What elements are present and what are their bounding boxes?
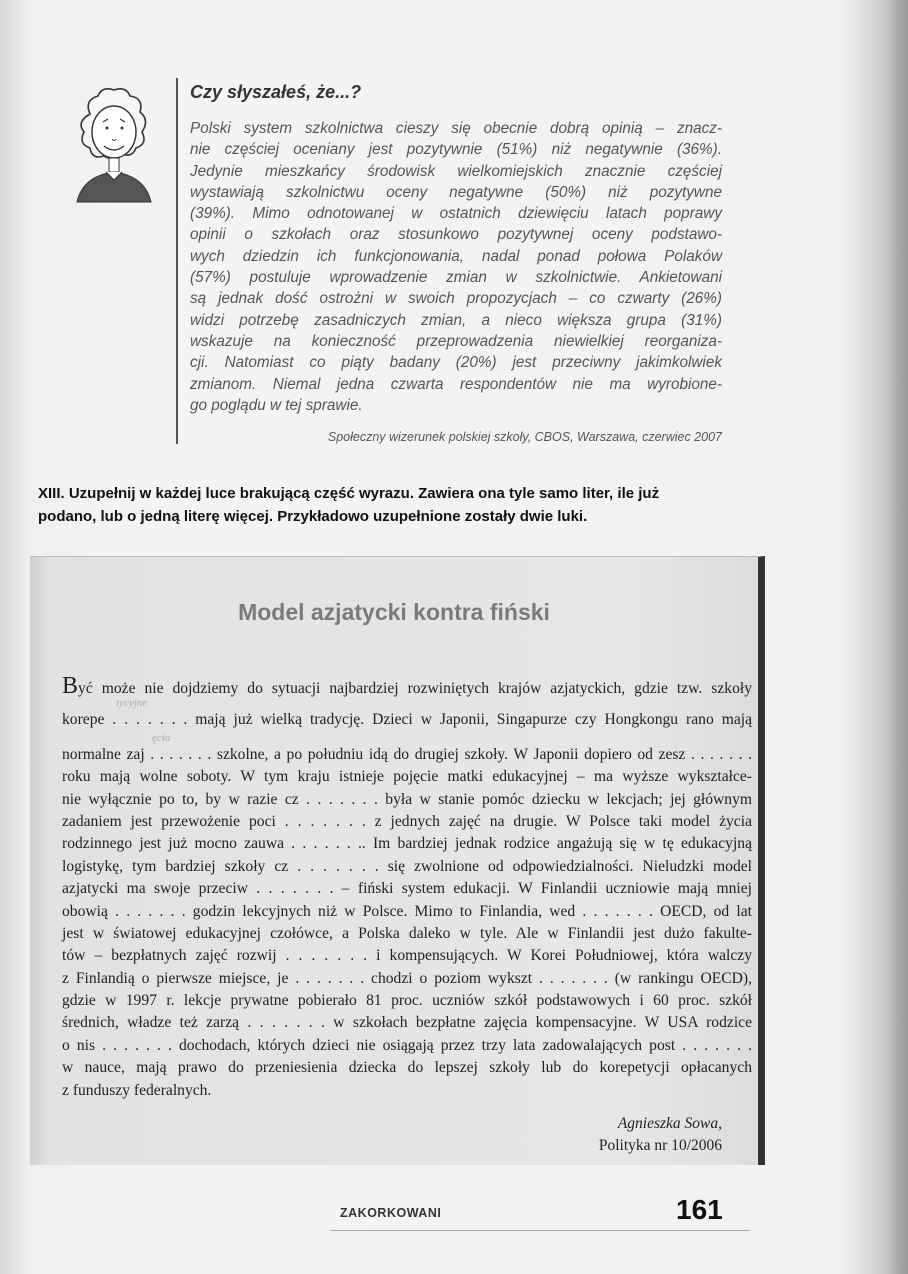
article-line-text: z funduszy federalnych. xyxy=(62,1081,212,1099)
article-title: Model azjatycki kontra fiński xyxy=(238,599,550,625)
article-dropcap: B xyxy=(62,673,79,699)
fact-box-line: są jednak dość ostrożni w swoich propozycjach – co czwarty (26%) xyxy=(190,290,722,308)
article-line xyxy=(62,833,752,855)
fact-box-line: (57%) postuluje wprowadzenie zmian w szkolnictwie. Ankietowani xyxy=(190,269,722,287)
fact-box-line: cji. Natomiast co piąty badany (20%) jest przeciwny jakimkolwiek xyxy=(190,354,722,372)
fact-box-line: nie częściej oceniany jest pozytywnie (51%) niż negatywnie (36%). xyxy=(190,141,722,159)
article-line xyxy=(62,856,752,878)
fact-box-source: Społeczny wizerunek polskiej szkoły, CBOS, Warszawa, czerwiec 2007 xyxy=(327,430,722,444)
fact-box-title: Czy słyszałeś, że...? xyxy=(190,82,362,102)
fact-box-line: wystawiają szkolnictwu oceny negatywne (50%) niż pozytywne xyxy=(190,183,722,201)
article-line-text: gdzie w 1997 r. lekcje prywatne pobierało 81 proc. uczniów szkół podstawowych i 60 proc. szkół xyxy=(62,992,752,1010)
article-line xyxy=(62,709,752,731)
article-attribution xyxy=(599,1113,722,1157)
fact-box-line: go poglądu w tej sprawie. xyxy=(190,396,363,414)
article-line-text: logistykę, tym bardziej szkoły cz . . . . . . . się zwolnione od odpowiedzialności. Nieludzki model xyxy=(62,857,752,875)
article-line-text: rodzinnego jest już mocno zauwa . . . . . . .. Im bardziej jednak rodzice angażują się w tę edukacyjną xyxy=(62,835,752,853)
article-line xyxy=(62,789,752,811)
article-line xyxy=(62,811,752,833)
article-line xyxy=(62,766,752,788)
article-line-text: w nauce, mają prawo do przeniesienia dziecka do lepszej szkoły lub do korepetycji opłacanych xyxy=(62,1059,752,1077)
article-line xyxy=(62,923,752,945)
fact-box-line: opinii o szkołach oraz stosunkowo pozytywnej oceny podstawo- xyxy=(190,226,722,244)
handwritten-answer: tycyjne xyxy=(116,697,148,710)
article-author: Agnieszka Sowa, xyxy=(617,1115,722,1132)
article-line-text: tów – bezpłatnych zajęć rozwij . . . . . . . i kompensujących. W Korei Południowej, która walczy xyxy=(62,947,752,965)
article-line-text: azjatycki ma swoje przeciw . . . . . . . – fiński system edukacji. W Finlandii uczniowie mają mniej xyxy=(62,880,752,898)
article-line-text: yć może nie dojdziemy do sytuacji najbardziej rozwiniętych krajów azjatyckich, gdzie tzw. szkoły xyxy=(78,680,752,697)
article-line-text: średnich, władze też zarzą . . . . . . . w szkołach bezpłatne zajęcia kompensacyjne. W USA rodzice xyxy=(62,1014,752,1032)
page-number: 161 xyxy=(676,1194,723,1225)
fact-box-line: zmianom. Niemal jedna czwarta respondentów nie ma wyrobione- xyxy=(190,375,722,393)
article-line xyxy=(62,901,752,923)
fact-box-line: wskazuje na konieczność przeprowadzenia niewielkiej reorganiza- xyxy=(190,332,722,350)
article-line-text: z Finlandią o pierwsze miejsce, je . . . . . . . chodzi o poziom wykszt . . . . . . . (w rankingu OECD), xyxy=(62,969,752,987)
article-line-text: jest w światowej edukacyjnej czołówce, a Polska daleko w tyle. Ale w Finlandii jest dużo fakulte- xyxy=(62,924,752,942)
footer-rule xyxy=(330,1230,750,1231)
article-line xyxy=(62,878,752,900)
article-line xyxy=(62,1057,752,1079)
article-line xyxy=(62,1012,752,1034)
article-line xyxy=(62,990,752,1012)
footer-section-title: ZAKORKOWANI xyxy=(340,1206,442,1220)
fact-box-body xyxy=(190,118,722,416)
handwritten-answer: ęcia xyxy=(152,731,171,744)
article-line-text: nie wyłącznie po to, by w razie cz . . . . . . . była w stanie pomóc dziecku w lekcjach; jej głównym xyxy=(62,790,752,808)
exercise-instruction xyxy=(38,482,738,528)
fact-box-line: (39%). Mimo odnotowanej w ostatnich dziewięciu latach poprawy xyxy=(190,205,722,223)
article-publication: Polityka nr 10/2006 xyxy=(598,1137,722,1154)
article-line xyxy=(62,968,752,990)
article-line-text: roku mają wolne soboty. W tym kraju istnieje pojęcie matki edukacyjnej – ma wyższe wykształce- xyxy=(62,768,752,786)
fact-box-divider xyxy=(176,78,178,444)
article-line xyxy=(62,675,752,697)
instruction-line: XIII. Uzupełnij w każdej luce brakującą część wyrazu. Zawiera ona tyle samo liter, ile już xyxy=(38,485,660,502)
article-line-text: normalne zaj . . . . . . . szkolne, a po południu idą do drugiej szkoły. W Japonii dopiero od zesz . . . . . . . xyxy=(62,745,752,763)
article-box xyxy=(30,556,765,1165)
article-line xyxy=(62,744,752,766)
article-line xyxy=(62,945,752,967)
fact-box-line: widzi potrzebę zasadniczych zmian, a nieco większa grupa (31%) xyxy=(190,311,722,329)
instruction-line: podano, lub o jedną literę więcej. Przykładowo uzupełnione zostały dwie luki. xyxy=(38,508,588,525)
girl-illustration-icon xyxy=(72,84,157,204)
article-line-text: obowią . . . . . . . godzin lekcyjnych niż w Polsce. Mimo to Finlandia, wed . . . . . . . OECD, od lat xyxy=(62,902,752,920)
article-line-text: zadaniem jest przewożenie poci . . . . . . . z jednych zajęć na drugie. W Polsce taki model życia xyxy=(62,812,752,830)
fact-box-line: Jedynie mieszkańcy środowisk wielkomiejskich znacznie częściej xyxy=(190,162,722,180)
article-line xyxy=(62,1035,752,1057)
article-line-text: korepe . . . . . . . mają już wielką tradycję. Dzieci w Japonii, Singapurze czy Hongkongu rano mają xyxy=(62,711,752,729)
article-line-text: o nis . . . . . . . dochodach, których dzieci nie osiągają przez trzy lata zadowalających post . . . . . . . xyxy=(62,1036,752,1054)
fact-box-line: Polski system szkolnictwa cieszy się obecnie dobrą opinią – znacz- xyxy=(190,120,722,137)
article-body xyxy=(62,675,752,1102)
fact-box-line: wych dziedzin ich funkcjonowania, nadal ponad połowa Polaków xyxy=(190,247,722,265)
article-line xyxy=(62,1080,752,1102)
